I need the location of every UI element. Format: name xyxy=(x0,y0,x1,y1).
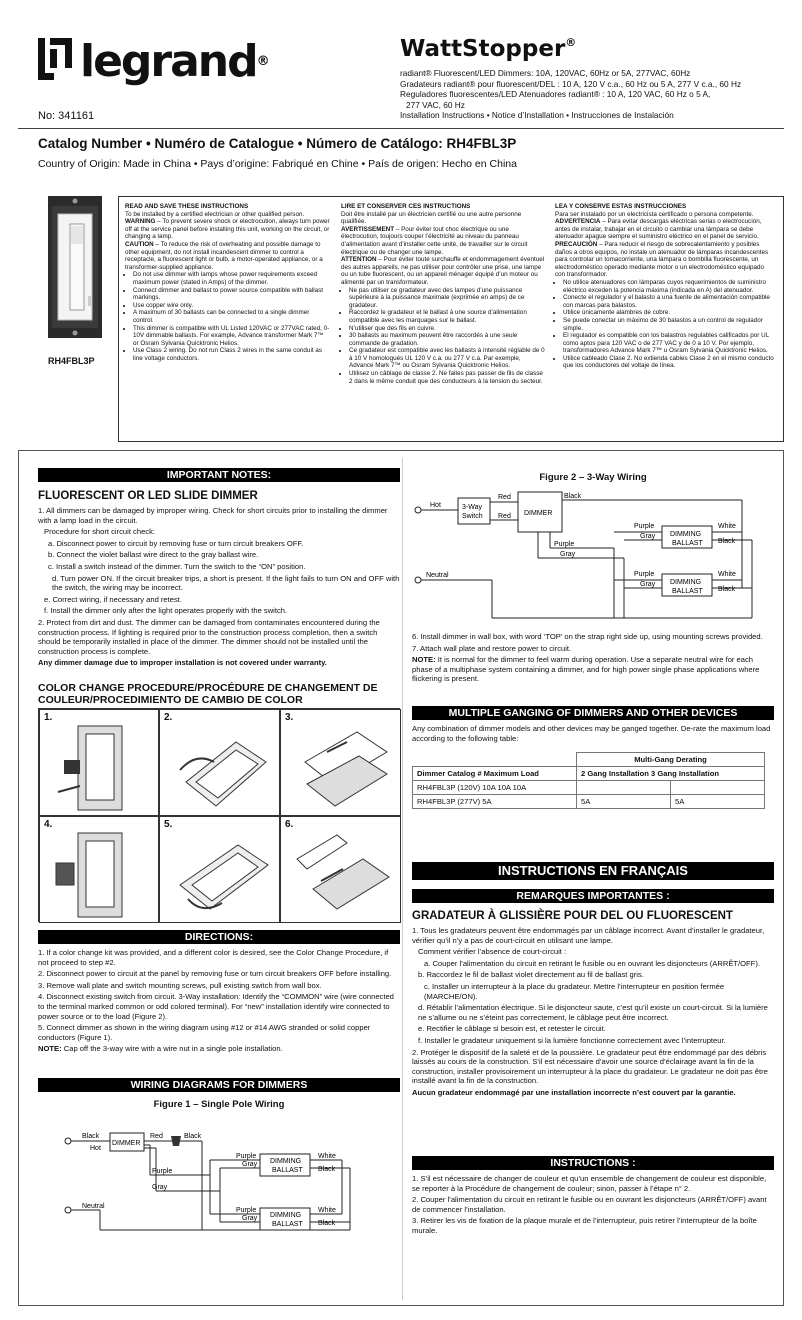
step-3-illustration xyxy=(287,722,395,814)
figure-2-title: Figure 2 – 3-Way Wiring xyxy=(539,472,647,483)
list-item: • 30 ballasts au maximum peuvent être raccordés à une seule commande de gradation. xyxy=(349,332,546,347)
title-line: Installation Instructions • Notice d’Installation • Instrucciones de Instalación xyxy=(400,110,674,120)
list-item: • Do not use dimmer with lamps whose power requirements exceed maximum power (stated in Amps) of the dimmer. xyxy=(133,271,330,286)
column-divider xyxy=(402,458,403,1300)
list-item: 1. If a color change kit was provided, and a different color is desired, see the Color Change Procedure, if not proceed to step #2. xyxy=(38,948,389,967)
list-item: 3. Remove wall plate and switch mounting screws, pull existing switch from wall box. xyxy=(38,980,322,990)
label-purple-2: Purple xyxy=(152,1168,173,1175)
list-item: • Conecte el regulador y el balasto a una fuente de alimentación compatible con marcas para balastos. xyxy=(563,294,775,309)
french-instructions-band: INSTRUCTIONS EN FRANÇAIS xyxy=(412,862,774,880)
label-red: Red xyxy=(498,494,511,501)
procedure-label: Procedure for short circuit check: xyxy=(44,527,155,537)
list-item: • Use copper wire only. xyxy=(133,302,330,310)
dimmer-heading: FLUORESCENT OR LED SLIDE DIMMER xyxy=(38,490,258,502)
label-gray-2: Gray xyxy=(152,1184,168,1191)
table-header: Dimmer Catalog # Maximum Load xyxy=(413,767,577,781)
label-purple: Purple xyxy=(554,541,575,548)
french-instructions-list xyxy=(412,1174,774,1238)
list-item: 4. Disconnect existing switch from circuit. 3-Way installation: Identify the “COMMON” wire (wire connected to the terminal marked common or odd colored terminal). For “new” installation identify wire connected to power source or to the load (Figure 2). xyxy=(38,992,394,1021)
label-purple-3: Purple xyxy=(236,1207,257,1214)
procedure-step: d. Rétablir l’alimentation électrique. Si le disjoncteur saute, c’est qu’il existe un court-circuit. Si la lumière ne s’allume ou ne s’éteint pas correctement, le câblage peut être incorrect. xyxy=(418,1003,768,1022)
list-item: • Raccordez le gradateur et le ballast à une source d’alimentation compatible avec les marquages sur le ballast. xyxy=(349,309,546,324)
list-item: • Se puede conectar un máximo de 30 balastos a un control de regulador simple. xyxy=(563,317,775,332)
label-purple-3: Purple xyxy=(634,571,655,578)
table-row xyxy=(413,767,765,781)
dimmer-product-image xyxy=(48,196,102,338)
label-dimmer: DIMMER xyxy=(112,1140,141,1147)
step-5-illustration xyxy=(166,829,274,921)
single-pole-wiring-diagram xyxy=(60,1118,360,1236)
label-hot: Hot xyxy=(430,502,441,509)
procedure-step: d. Turn power ON. If the circuit breaker trips, a short is present. If the light fails to turn ON and OFF with the switch, the wiring may be incorrect. xyxy=(52,573,400,593)
warranty-note: Any dimmer damage due to improper installation is not covered under warranty. xyxy=(38,658,327,668)
label-black-2: Black xyxy=(184,1133,202,1140)
list-item: • N’utiliser que des fils en cuivre. xyxy=(349,325,546,333)
label-red: Red xyxy=(150,1133,163,1140)
directions-continued xyxy=(412,632,774,686)
important-notes-band: IMPORTANT NOTES: xyxy=(38,468,400,482)
label-white-2: White xyxy=(318,1207,336,1214)
list-item: • El regulador es compatible con los balastros regulables calificados por UL como aptos para 120 VAC o de 277 VAC y de 0 a 10 V. Por ejemplo, transformadores Advance Mark 7™ u Osram Sylvania Quicktronic Helios. xyxy=(563,332,775,355)
label-ballast-2: DIMMING xyxy=(270,1212,302,1219)
table-group-header: Multi-Gang Derating xyxy=(577,753,765,767)
label-purple: Purple xyxy=(236,1153,257,1160)
label-purple-2: Purple xyxy=(634,523,655,530)
table-cell: RH4FBL3P (277V) 5A xyxy=(413,795,577,809)
document-number: No: 341161 xyxy=(38,110,95,122)
label-white-2: White xyxy=(718,571,736,578)
label-black-4: Black xyxy=(318,1220,336,1227)
three-way-wiring-diagram xyxy=(412,488,774,620)
table-cell: RH4FBL3P (120V) 10A 10A 10A xyxy=(413,781,577,795)
color-change-steps xyxy=(38,708,400,922)
procedure-step: f. Installer le gradateur uniquement si la lumière fonctionne correctement avec l’interrupteur. xyxy=(418,1035,726,1045)
figure-1-title: Figure 1 – Single Pole Wiring xyxy=(153,1099,285,1110)
note-1: 1. Tous les gradateurs peuvent être endommagés par un câblage incorrect. Avant d’installer le gradateur, vérifier qu’il n’y a pas de court-circuit en utilisant une lampe. xyxy=(412,926,765,945)
country-of-origin: Country of Origin: Made in China • Pays d’origine: Fabriqué en Chine • País de origen: Hecho en China xyxy=(38,158,517,170)
note: NOTE: It is normal for the dimmer to feel warm during operation. Use a separate neutral wire for each phase of a multiphase system containing a dimmer, and for high power single phase applications where flickering is present. xyxy=(412,655,760,684)
label-ballast-2b: BALLAST xyxy=(672,588,703,595)
step-panel: 5. xyxy=(159,816,280,923)
label-gray-2: Gray xyxy=(640,533,656,540)
brand-wordmark: legrand® xyxy=(80,36,270,87)
list-item: • No utilice atenuadores con lámparas cuyos requerimientos de suministro eléctrico exceden la potencia máxima (indicada en A) del atenuador. xyxy=(563,279,775,294)
list-item: 7. Attach wall plate and restore power to circuit. xyxy=(412,643,572,653)
label-gray: Gray xyxy=(560,551,576,558)
procedure-step: b. Connect the violet ballast wire direct to the gray ballast wire. xyxy=(48,550,259,560)
label-ballast-1b: BALLAST xyxy=(272,1167,303,1174)
label-white: White xyxy=(718,523,736,530)
label-ballast-1b: BALLAST xyxy=(672,540,703,547)
step-4-illustration xyxy=(50,829,150,921)
list-item: • Use Class 2 wiring. Do not run Class 2 wires in the same conduit as line voltage conductors. xyxy=(133,347,330,362)
french-instructions-subband: INSTRUCTIONS : xyxy=(412,1156,774,1170)
procedure-step: c. Install a switch instead of the dimmer. Turn the switch to the “ON” position. xyxy=(48,561,306,571)
label-ballast-2: DIMMING xyxy=(670,579,702,586)
list-item: 6. Install dimmer in wall box, with word ‘TOP’ on the strap right side up, using mounting screws provided. xyxy=(412,632,763,641)
list-item: • A maximum of 30 ballasts can be connected to a single dimmer control. xyxy=(133,309,330,324)
note-2: 2. Protect from dirt and dust. The dimmer can be damaged from contaminates encountered during the construction process. If lighting is required prior to the construction process completion, then a switch should be temporarily installed in place of the dimmer. The dimmer should not be installed until the construction process is complete. xyxy=(38,617,380,656)
table-cell: 5A xyxy=(671,795,765,809)
note-1: 1. All dimmers can be damaged by improper wiring. Check for short circuits prior to installing the dimmer with a lamp load in the circuit. xyxy=(38,506,388,525)
procedure-label: Comment vérifier l’absence de court-circuit : xyxy=(418,947,567,957)
wiring-band: WIRING DIAGRAMS FOR DIMMERS xyxy=(38,1078,400,1092)
table-cell xyxy=(577,781,671,795)
french-dimmer-heading: GRADATEUR À GLISSIÈRE POUR DEL OU FLUORESCENT xyxy=(412,910,733,922)
directions-band: DIRECTIONS: xyxy=(38,930,400,944)
list-item: 2. Disconnect power to circuit at the panel by removing fuse or turn circuit breakers OFF before installing. xyxy=(38,969,392,979)
label-dimmer: DIMMER xyxy=(524,510,553,517)
label-switch-1: 3-Way xyxy=(462,504,482,511)
list-item: • Ce gradateur est compatible avec les ballasts à intensité réglable de 0 à 10 V homologués UL 120 V c.a. ou 277 V c.a. Par exemple, Advance Mark 7™ ou Osram Sylvania Quicktronic Helios. xyxy=(349,347,546,370)
list-item: • Utilice únicamente alambres de cobre. xyxy=(563,309,775,317)
procedure-step: e. Rectifier le câblage si besoin est, et retester le circuit. xyxy=(418,1024,606,1034)
procedure-step: c. Installer un interrupteur à la place du gradateur. Mettre l’interrupteur en position fermée (MARCHE/ON). xyxy=(424,981,725,1001)
procedure-step: f. Install the dimmer only after the light operates properly with the switch. xyxy=(44,606,288,616)
label-gray-3: Gray xyxy=(640,581,656,588)
step-1-illustration xyxy=(50,722,150,814)
title-line: radiant® Fluorescent/LED Dimmers: 10A, 120VAC, 60Hz or 5A, 277VAC, 60Hz xyxy=(400,68,691,78)
table-row xyxy=(413,795,765,809)
title-line: Reguladores fluorescentes/LED Atenuadores radiant® : 10 A, 120 VAC, 60 Hz o 5 A, xyxy=(400,89,711,99)
step-panel: 6. xyxy=(280,816,401,923)
label-black-3: Black xyxy=(718,586,736,593)
product-label: RH4FBL3P xyxy=(48,356,95,366)
list-item: • This dimmer is compatible with UL Listed 120VAC or 277VAC rated, 0-10V dimmable ballasts. For example, Advance transformer Mark 7™ or Osram Sylvania Quicktronic Helios. xyxy=(133,325,330,348)
ganging-text: Any combination of dimmer models and other devices may be ganged together. De-rate the maximum load according to the following table: xyxy=(412,724,771,743)
note: NOTE: Cap off the 3-way wire with a wire nut in a single pole installation. xyxy=(38,1044,283,1054)
table-header: 2 Gang Installation 3 Gang Installation xyxy=(577,767,765,781)
label-ballast-1: DIMMING xyxy=(670,531,702,538)
table-row xyxy=(413,753,765,767)
step-panel: 1. xyxy=(39,709,159,816)
list-item: • Utilisez un câblage de classe 2. Ne faites pas passer de fils de classe 2 dans le même conduit que des conducteurs à la tension du secteur. xyxy=(349,370,546,385)
label-red-2: Red xyxy=(498,513,511,520)
list-item: • Utilice cableado Clase 2. No extienda cables Clase 2 en el mismo conducto que los conductores del voltaje de línea. xyxy=(563,355,775,370)
list-item: • Ne pas utiliser ce gradateur avec des lampes d’une puissance supérieure à la puissance maximale (exprimée en amps) de ce gradateur. xyxy=(349,287,546,310)
directions-list xyxy=(38,948,400,1056)
french-notes-text xyxy=(412,926,774,1100)
label-gray: Gray xyxy=(242,1161,258,1168)
step-6-illustration xyxy=(287,829,395,921)
list-item: 1. S’il est nécessaire de changer de couleur et qu’un ensemble de changement de couleur est disponible, se reporter à la Procédure de changement de couleur; sinon, passer à l’étape n° 2. xyxy=(412,1174,767,1193)
label-ballast-2b: BALLAST xyxy=(272,1221,303,1228)
important-notes-text xyxy=(38,506,400,670)
safety-spanish: LEA Y CONSERVE ESTAS INSTRUCCIONES Para ser instalado por un electricista certificado o persona competente. ADVERTENCIA – Para evitar descargas eléctricas serias o electrocución, antes de instalar, trabajar en el circuito o cambiar una lámpara se debe atenuador apague siempre el suministro eléctrico en el panel de servicio. PRECAUCIÓN – Para reducir el riesgo de sobrecalentamiento y posibles daños a otros equipos, no instale un atenuador de lámparas incandescentes para controlar un tomacorriente, una lámpara o bombilla fluorescente, un electrodoméstico operado mediante motor o un electrodoméstico equipado con transformador. • No utilice atenuadores con lámparas cuyos requerimientos de suministro eléctrico exceden la potencia máxima (indicada en A) del atenuador. • Conecte el regulador y el balasto a una fuente de alimentación compatible con marcas para balastos. • Utilice únicamente alambres de cobre. • Se puede conectar un máximo de 30 balastos a un control de regulador simple. • El regulador es compatible con los balastros regulables calificados por UL como aptos para 120 VAC o de 277 VAC y de 0 a 10 V. Por ejemplo, transformadores Advance Mark 7™ u Osram Sylvania Quicktronic Helios. • Utilice cableado Clase 2. No extienda cables Clase 2 en el mismo conducto que los conductores del voltaje de línea. xyxy=(555,203,775,370)
table-cell: 5A xyxy=(577,795,671,809)
label-black-3: Black xyxy=(318,1166,336,1173)
step-panel: 4. xyxy=(39,816,159,923)
label-white: White xyxy=(318,1153,336,1160)
product-title-lines xyxy=(400,68,790,121)
list-item: 2. Couper l’alimentation du circuit en retirant le fusible ou en ouvrant les disjoncteurs (ARRÊT/OFF) avant de commencer l’installation. xyxy=(412,1195,767,1214)
label-black-2: Black xyxy=(718,538,736,545)
safety-instructions-box xyxy=(118,196,784,442)
derating-table xyxy=(412,752,765,809)
catalog-number: Catalog Number • Numéro de Catalogue • Número de Catálogo: RH4FBL3P xyxy=(38,136,517,151)
title-line: Gradateurs radiant® pour fluorescent/DEL : 10 A, 120 V c.a., 60 Hz ou 5 A, 277 V c.a., 60 Hz xyxy=(400,78,742,89)
product-line-title: WattStopper® xyxy=(400,36,577,62)
label-ballast-1: DIMMING xyxy=(270,1158,302,1165)
safety-french: LIRE ET CONSERVER CES INSTRUCTIONS Doit être installé par un électricien certifié ou une autre personne qualifiée. AVERTISSEMENT – Pour éviter tout choc électrique ou une électrocution, toujours couper l’électricité au niveau du panneau d’alimentation avant d’installer cette unité, de travailler sur le circuit électrique ou de changer une lampe. ATTENTION – Pour éviter toute surchauffe et endommagement éventuel des autres appareils, ne pas utiliser pour contrôler une prise, une lampe ou un tube fluorescent, ou un appareil ménager équipé d’un moteur ou alimenté par un transformateur. • Ne pas utiliser ce gradateur avec des lampes d’une puissance supérieure à la puissance maximale (exprimée en amps) de ce gradateur. • Raccordez le gradateur et le ballast à une source d’alimentation compatible avec les marquages sur le ballast. • N’utiliser que des fils en cuivre. • 30 ballasts au maximum peuvent être raccordés à une seule commande de gradation. • Ce gradateur est compatible avec les ballasts à intensité réglable de 0 à 10 V homologués UL 120 V c.a. ou 277 V c.a. Par exemple, Advance Mark 7™ ou Osram Sylvania Quicktronic Helios. • Utilisez un câblage de classe 2. Ne faites pas passer de fils de classe 2 dans le même conduit que des conducteurs à la tension du secteur. xyxy=(341,203,546,385)
header-divider xyxy=(18,128,784,129)
warranty-note: Aucun gradateur endommagé par une installation incorrecte n’est couvert par la garantie. xyxy=(412,1087,736,1097)
procedure-step: b. Raccordez le fil de ballast violet directement au fil de ballast gris. xyxy=(418,970,644,980)
label-hot: Hot xyxy=(90,1145,101,1152)
safety-english: READ AND SAVE THESE INSTRUCTIONS To be installed by a certified electrician or other qualified person. WARNING – To prevent severe shock or electrocution, always turn power off at the service panel before installing this unit, working on the circuit, or changing a lamp. CAUTION – To reduce the risk of overheating and possible damage to other equipment, do not install incandescent dimmer to control a receptacle, a fluorescent light or bulb, a motor-operated appliance, or a transformer-supplied appliance. • Do not use dimmer with lamps whose power requirements exceed maximum power (stated in Amps) of the dimmer. • Connect dimmer and ballast to power source compatible with ballast markings. • Use copper wire only. • A maximum of 30 ballasts can be connected to a single dimmer control. • This dimmer is compatible with UL Listed 120VAC or 277VAC rated, 0-10V dimmable ballasts. For example, Advance transformer Mark 7™ or Osram Sylvania Quicktronic Helios. • Use Class 2 wiring. Do not run Class 2 wires in the same conduit as line voltage conductors. xyxy=(125,203,330,362)
step-panel: 3. xyxy=(280,709,401,816)
list-item: 5. Connect dimmer as shown in the wiring diagram using #12 or #14 AWG stranded or solid copper conductors (Figure 1). xyxy=(38,1023,371,1042)
procedure-step: a. Couper l’alimentation du circuit en retirant le fusible ou en ouvrant les disjoncteurs (ARRÊT/OFF). xyxy=(424,958,760,968)
label-black: Black xyxy=(564,493,582,500)
french-notes-band: REMARQUES IMPORTANTES : xyxy=(412,889,774,903)
title-line: 277 VAC, 60 Hz xyxy=(406,99,465,110)
step-panel: 2. xyxy=(159,709,280,816)
color-change-heading: COLOR CHANGE PROCEDURE/PROCÉDURE DE CHANGEMENT DE COULEUR/PROCEDIMIENTO DE CAMBIO DE COLOR xyxy=(38,682,378,706)
table-row xyxy=(413,781,765,795)
procedure-step: a. Disconnect power to circuit by removing fuse or turn circuit breakers OFF. xyxy=(48,538,304,548)
label-black: Black xyxy=(82,1133,100,1140)
note-2: 2. Protéger le dispositif de la saleté et de la poussière. Le gradateur peut être endommagé par des débris laissés au cours de la construction. S’il est nécessaire d’avoir une source d’éclairage avant la fin de la construction, installer provisoirement un interrupteur à la place du gradateur. Le gradateur ne doit pas être installé avant la fin de la construction. xyxy=(412,1047,768,1086)
step-2-illustration xyxy=(166,722,274,814)
list-item: 3. Retirer les vis de fixation de la plaque murale et de l’interrupteur, puis retirer l’interrupteur de la boîte murale. xyxy=(412,1216,757,1235)
wire-nut-icon xyxy=(171,1136,181,1146)
label-neutral: Neutral xyxy=(426,572,449,579)
list-item: • Connect dimmer and ballast to power source compatible with ballast markings. xyxy=(133,287,330,302)
table-cell xyxy=(671,781,765,795)
label-neutral: Neutral xyxy=(82,1203,105,1210)
legrand-logo-icon xyxy=(38,38,72,80)
label-gray-3: Gray xyxy=(242,1215,258,1222)
label-switch-2: Switch xyxy=(462,513,483,520)
multiple-ganging-band: MULTIPLE GANGING OF DIMMERS AND OTHER DEVICES xyxy=(412,706,774,720)
procedure-step: e. Correct wiring, if necessary and retest. xyxy=(44,594,183,604)
